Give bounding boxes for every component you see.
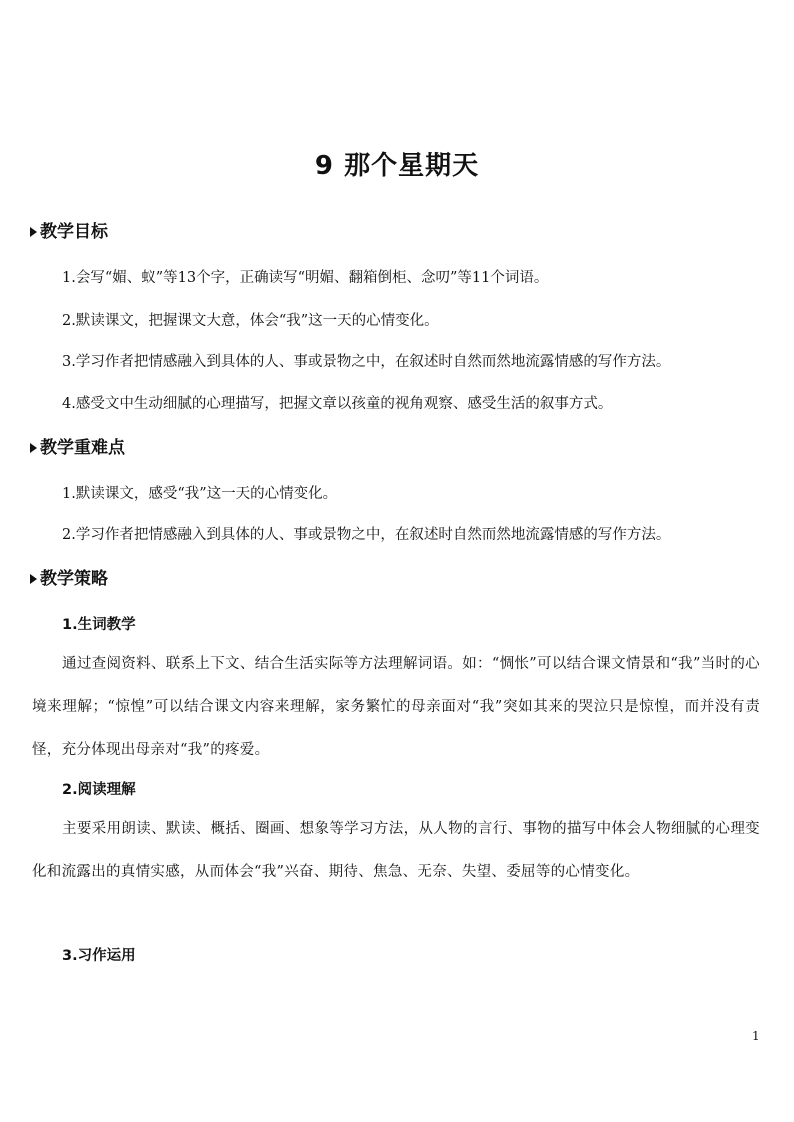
section-heading-label: 教学重难点 <box>40 438 125 458</box>
triangle-marker-icon <box>30 443 37 453</box>
strategy-subheading: 2.阅读理解 <box>62 782 136 798</box>
objective-item: 4.感受文中生动细腻的心理描写，把握文章以孩童的视角观察、感受生活的叙事方式。 <box>62 396 613 412</box>
objective-item: 3.学习作者把情感融入到具体的人、事或景物之中，在叙述时自然而然地流露情感的写作方法。 <box>62 354 671 370</box>
page-title: 9 那个星期天 <box>314 151 480 181</box>
key-point-item: 1.默读课文，感受“我”这一天的心情变化。 <box>62 486 338 502</box>
section-heading-label: 教学策略 <box>40 569 108 589</box>
key-point-item: 2.学习作者把情感融入到具体的人、事或景物之中，在叙述时自然而然地流露情感的写作方法。 <box>62 527 671 543</box>
section-heading-key-points <box>30 435 125 461</box>
triangle-marker-icon <box>30 574 37 584</box>
strategy-subheading: 3.习作运用 <box>62 948 136 964</box>
objective-item: 2.默读课文，把握课文大意，体会“我”这一天的心情变化。 <box>62 313 439 329</box>
objective-item: 1.会写“媚、蚁”等13个字，正确读写“明媚、翻箱倒柜、念叨”等11个词语。 <box>62 270 549 286</box>
strategy-paragraph: 通过查阅资料、联系上下文、结合生活实际等方法理解词语。如：“惆怅”可以结合课文情景和“我”当时的心境来理解；“惊惶”可以结合课文内容来理解，家务繁忙的母亲面对“我”突如其来的哭泣只是惊惶，而并没有责怪，充分体现出母亲对“我”的疼爱。 <box>32 656 760 758</box>
strategy-paragraph: 主要采用朗读、默读、概括、圈画、想象等学习方法，从人物的言行、事物的描写中体会人物细腻的心理变化和流露出的真情实感，从而体会“我”兴奋、期待、焦急、无奈、失望、委屈等的心情变化。 <box>32 821 760 880</box>
section-heading-objectives <box>30 219 108 245</box>
section-heading-strategies <box>30 566 108 592</box>
page-number: 1 <box>752 1029 760 1043</box>
triangle-marker-icon <box>30 227 37 237</box>
section-heading-label: 教学目标 <box>40 222 108 242</box>
strategy-subheading: 1.生词教学 <box>62 617 136 633</box>
